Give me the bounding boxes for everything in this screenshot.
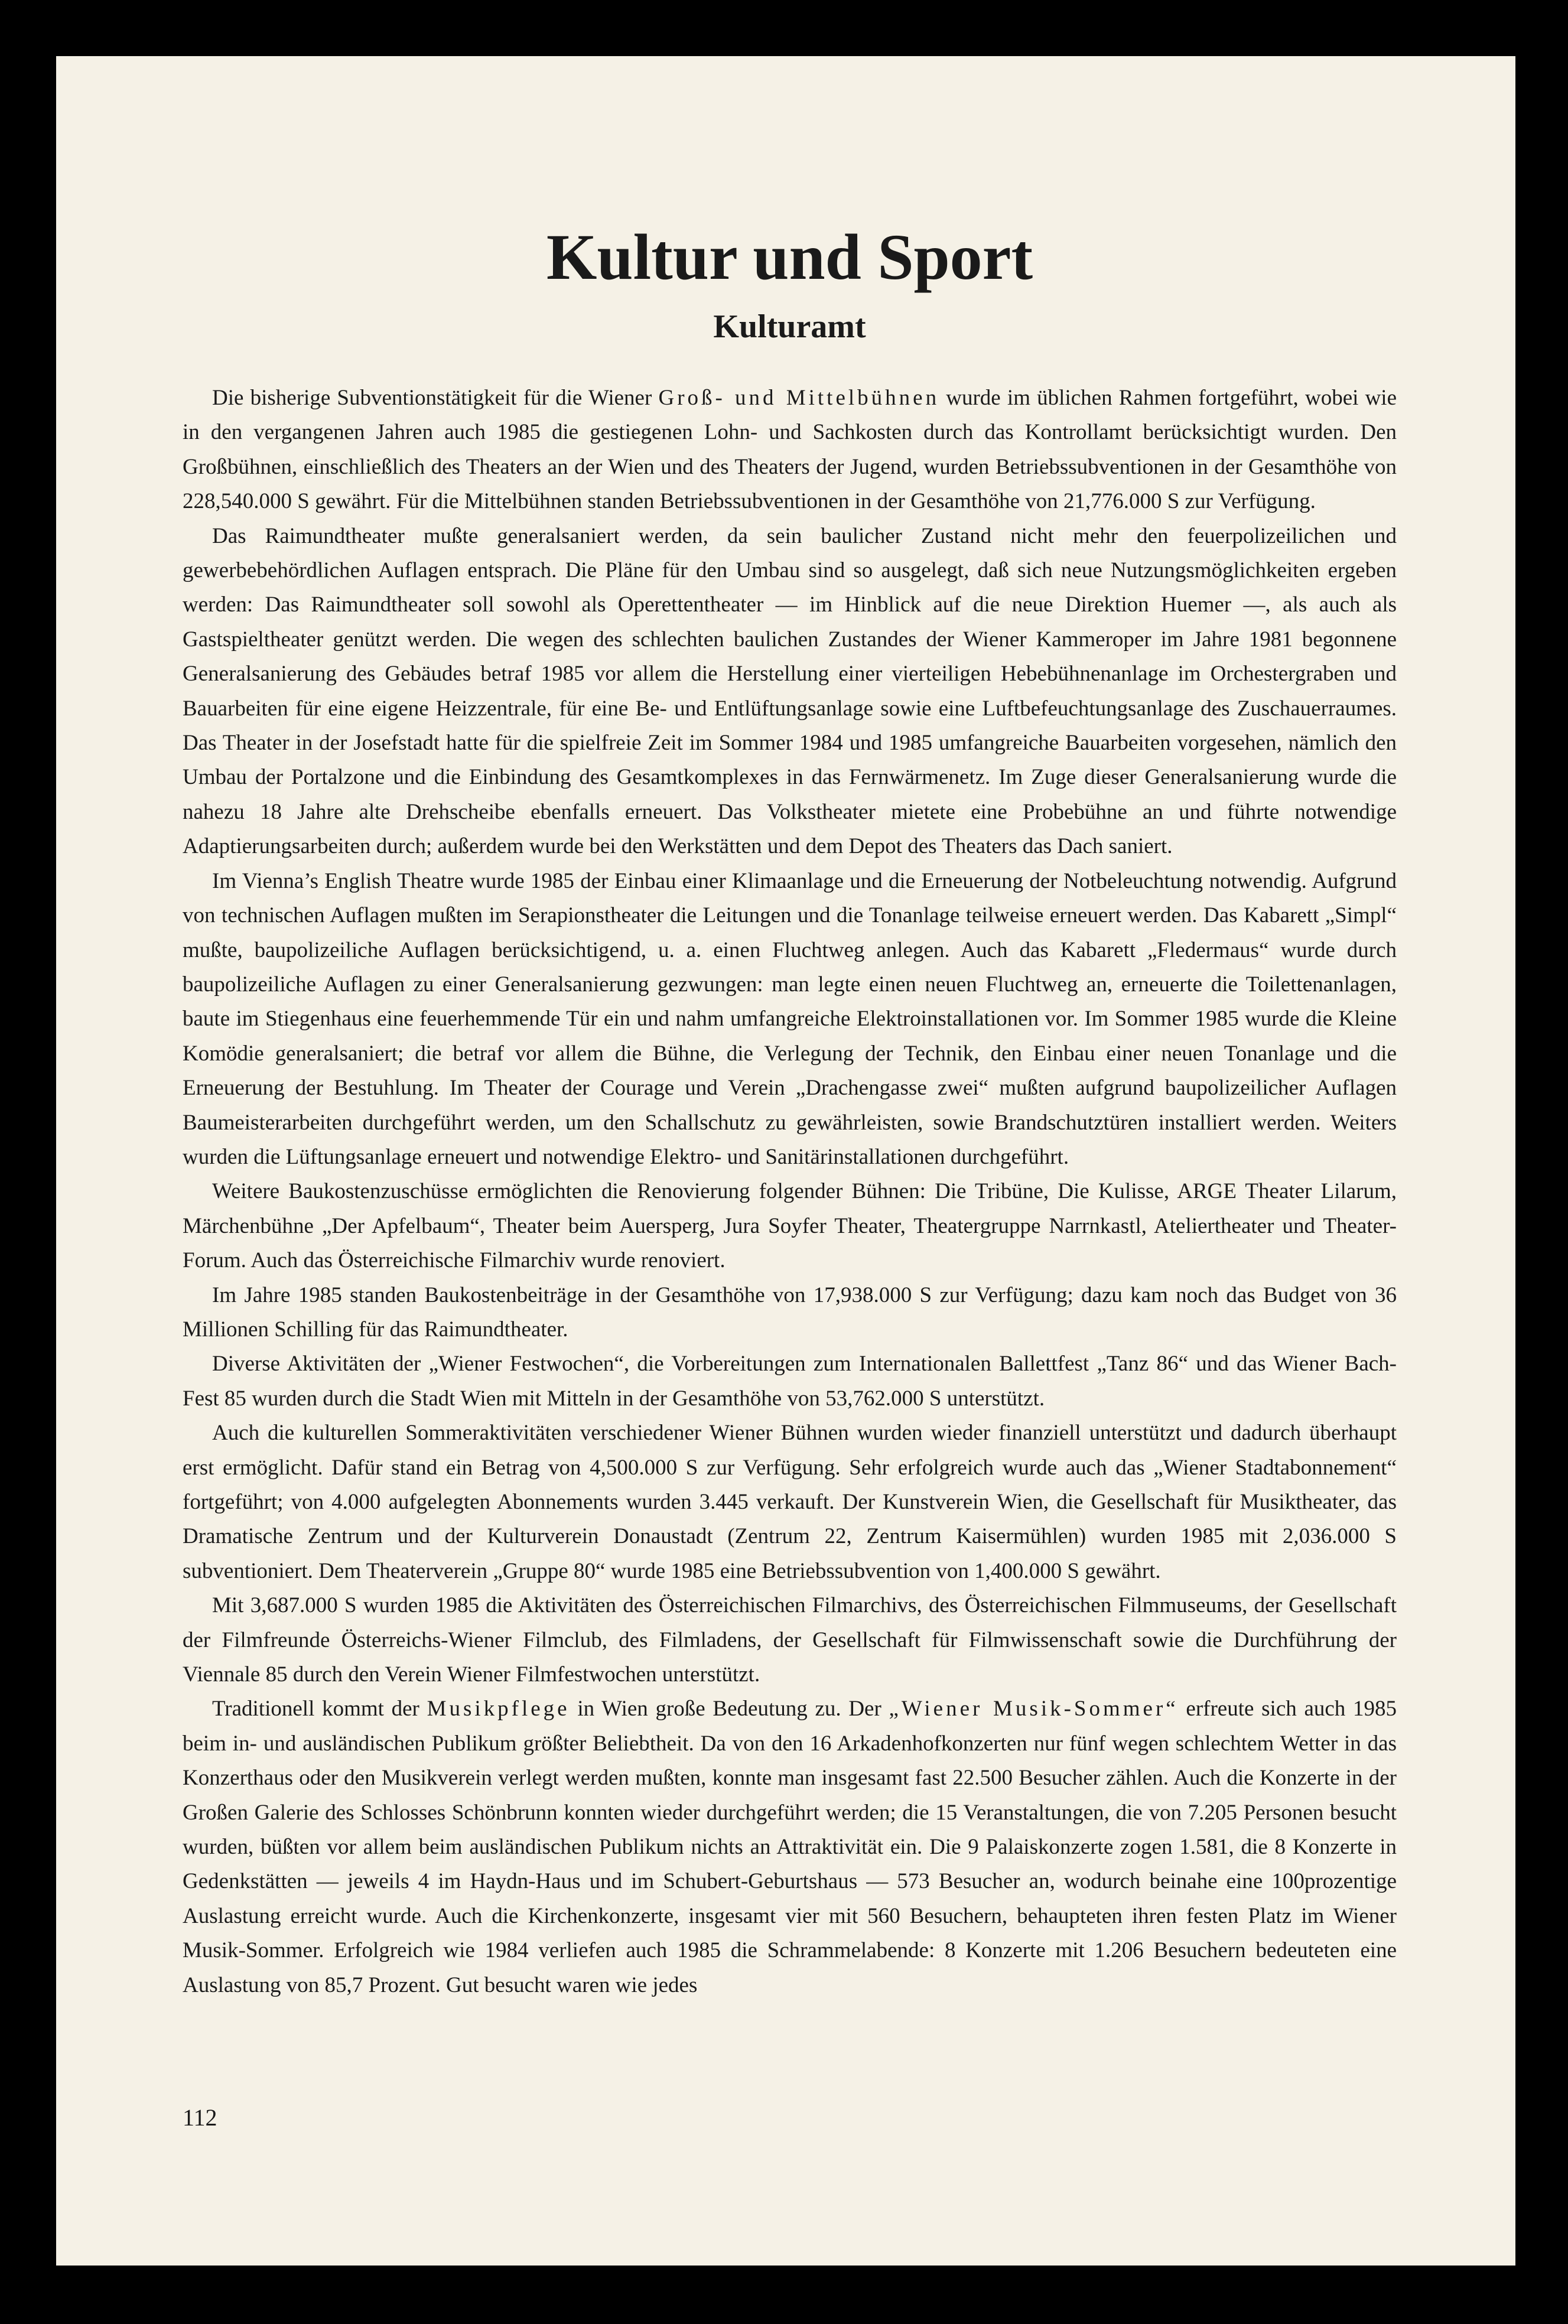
paragraph-9-text-e: erfreute sich auch 1985 beim in- und ausländischen Publikum größter Beliebtheit. Da von den 16 Arkadenhofkonzerten nur fünf wegen schlechtem Wetter in das Konzerthaus oder den Musikverein verlegt werden mußten, konnte man insgesamt fast 22.500 Besucher zählen. Auch die Konzerte in der Großen Galerie des Schlosses Schönbrunn konnten wieder durchgeführt werden; die 15 Veranstaltungen, die von 7.205 Personen besucht wurden, büßten vor allem beim ausländischen Publikum nichts an Attraktivität ein. Die 9 Palaiskonzerte zogen 1.581, die 8 Konzerte in Gedenkstätten — jeweils 4 im Haydn-Haus und im Schubert-Geburtshaus — 573 Besucher an, wodurch beinahe eine 100prozentige Auslastung erreicht wurde. Auch die Kirchenkonzerte, insgesamt vier mit 560 Besuchern, behaupteten ihren festen Platz im Wiener Musik-Sommer. Erfolgreich wie 1984 verliefen auch 1985 die Schrammelabende: 8 Konzerte mit 1.206 Besuchern bedeuteten eine Auslastung von 85,7 Prozent. Gut besucht waren wie jedes <box>183 1697 1397 1997</box>
paragraph-5: Im Jahre 1985 standen Baukostenbeiträge in der Gesamthöhe von 17,938.000 S zur Verfügung; dazu kam noch das Budget von 36 Millionen Schilling für das Raimundtheater. <box>183 1283 1397 1342</box>
paragraph-4: Weitere Baukostenzuschüsse ermöglichten die Renovierung folgender Bühnen: Die Tribüne, Die Kulisse, ARGE Theater Lilarum, Märchenbühne „Der Apfelbaum“, Theater beim Auersperg, Jura Soyfer Theater, Theatergruppe Narrnkastl, Ateliertheater und Theater-Forum. Auch das Österreichische Filmarchiv wurde renoviert. <box>183 1179 1397 1273</box>
section-title: Kulturamt <box>713 308 866 345</box>
paragraph-7: Auch die kulturellen Sommeraktivitäten verschiedener Wiener Bühnen wurden wieder finanziell unterstützt und dadurch überhaupt erst ermöglicht. Dafür stand ein Betrag von 4,500.000 S zur Verfügung. Sehr erfolgreich wurde auch das „Wiener Stadtabonnement“ fortgeführt; von 4.000 aufgelegten Abonnements wurden 3.445 verkauft. Der Kunstverein Wien, die Gesellschaft für Musiktheater, das Dramatische Zentrum und der Kulturverein Donaustadt (Zentrum 22, Zentrum Kaisermühlen) wurden 1985 mit 2,036.000 S subventioniert. Dem Theaterverein „Gruppe 80“ wurde 1985 eine Betriebssubvention von 1,400.000 S gewährt. <box>183 1421 1397 1583</box>
paragraph-1-text-a: Die bisherige Subventionstätigkeit für die Wiener <box>212 386 659 410</box>
paragraph-9-text-c: in Wien große Bedeutung zu. Der <box>570 1697 889 1721</box>
document-page <box>56 56 1515 2266</box>
paragraph-9-spaced-term: Musikpflege <box>427 1697 570 1721</box>
paragraph-9 <box>183 1692 1397 2003</box>
paragraph-3: Im Vienna’s English Theatre wurde 1985 der Einbau einer Klimaanlage und die Erneuerung der Notbeleuchtung notwendig. Aufgrund von technischen Auflagen mußten im Serapionstheater die Leitungen und die Tonanlage teilweise erneuert werden. Das Kabarett „Simpl“ mußte, baupolizeiliche Auflagen berücksichtigend, u. a. einen Fluchtweg anlegen. Auch das Kabarett „Fledermaus“ wurde durch baupolizeiliche Auflagen zu einer Generalsanierung gezwungen: man legte einen neuen Fluchtweg an, erneuerte die Toilettenanlagen, baute im Stiegenhaus eine feuerhemmende Tür ein und nahm umfangreiche Elektroinstallationen vor. Im Sommer 1985 wurde die Kleine Komödie generalsaniert; die betraf vor allem die Bühne, die Verlegung der Technik, den Einbau einer neuen Tonanlage und die Erneuerung der Bestuhlung. Im Theater der Courage und Verein „Drachengasse zwei“ mußten aufgrund baupolizeilicher Auflagen Baumeisterarbeiten durchgeführt werden, um den Schallschutz zu gewährleisten, sowie Brandschutztüren installiert werden. Weiters wurden die Lüftungsanlage erneuert und notwendige Elektro- und Sanitärinstallationen durchgeführt. <box>183 868 1397 1169</box>
paragraph-6: Diverse Aktivitäten der „Wiener Festwochen“, die Vorbereitungen zum Internationalen Ballettfest „Tanz 86“ und das Wiener Bach-Fest 85 wurden durch die Stadt Wien mit Mitteln in der Gesamthöhe von 53,762.000 S unterstützt. <box>183 1352 1397 1411</box>
paragraph-1-text-c: wurde im üblichen Rahmen fortgeführt, wobei wie in den vergangenen Jahren auch 1985 die gestiegenen Lohn- und Sachkosten durch das Kontrollamt berücksichtigt wurden. Den Großbühnen, einschließlich des Theaters an der Wien und des Theaters der Jugend, wurden Betriebssubventionen in der Gesamthöhe von 228,540.000 S gewährt. Für die Mittelbühnen standen Betriebssubventionen in der Gesamthöhe von 21,776.000 S zur Verfügung. <box>183 386 1397 514</box>
page-number: 112 <box>183 2104 217 2131</box>
body-text <box>183 381 1397 2003</box>
paragraph-9-text-a: Traditionell kommt der <box>212 1697 427 1721</box>
paragraph-2: Das Raimundtheater mußte generalsaniert werden, da sein baulicher Zustand nicht mehr den feuerpolizeilichen und gewerbebehördlichen Auflagen entsprach. Die Pläne für den Umbau sind so ausgelegt, daß sich neue Nutzungsmöglichkeiten ergeben werden: Das Raimundtheater soll sowohl als Operettentheater — im Hinblick auf die neue Direktion Huemer —, als auch als Gastspieltheater genützt werden. Die wegen des schlechten baulichen Zustandes der Wiener Kammeroper im Jahre 1981 begonnene Generalsanierung des Gebäudes betraf 1985 vor allem die Herstellung einer vierteiligen Hebebühnenanlage im Orchestergraben und Bauarbeiten für eine eigene Heizzentrale, für eine Be- und Entlüftungsanlage sowie eine Luftbefeuchtungsanlage des Zuschauerraumes. Das Theater in der Josefstadt hatte für die spielfreie Zeit im Sommer 1984 und 1985 umfangreiche Bauarbeiten vorgesehen, nämlich den Umbau der Portalzone und die Einbindung des Gesamtkomplexes in das Fernwärmenetz. Im Zuge dieser Generalsanierung wurde die nahezu 18 Jahre alte Drehscheibe ebenfalls erneuert. Das Volkstheater mietete eine Probebühne an und führte notwendige Adaptierungsarbeiten durch; außerdem wurde bei den Werkstätten und dem Depot des Theaters das Dach saniert. <box>183 523 1397 859</box>
paragraph-1-spaced-term: Groß- und Mittelbühnen <box>658 386 940 410</box>
paragraph-8: Mit 3,687.000 S wurden 1985 die Aktivitäten des Österreichischen Filmarchivs, des Österreichischen Filmmuseums, der Gesellschaft der Filmfreunde Österreichs-Wiener Filmclub, des Filmladens, der Gesellschaft für Filmwissenschaft sowie die Durchführung der Viennale 85 durch den Verein Wiener Filmfestwochen unterstützt. <box>183 1593 1397 1687</box>
paragraph-1 <box>183 381 1397 519</box>
chapter-title: Kultur und Sport <box>546 221 1033 293</box>
paragraph-9-spaced-title: „Wiener Musik-Sommer“ <box>889 1697 1179 1721</box>
